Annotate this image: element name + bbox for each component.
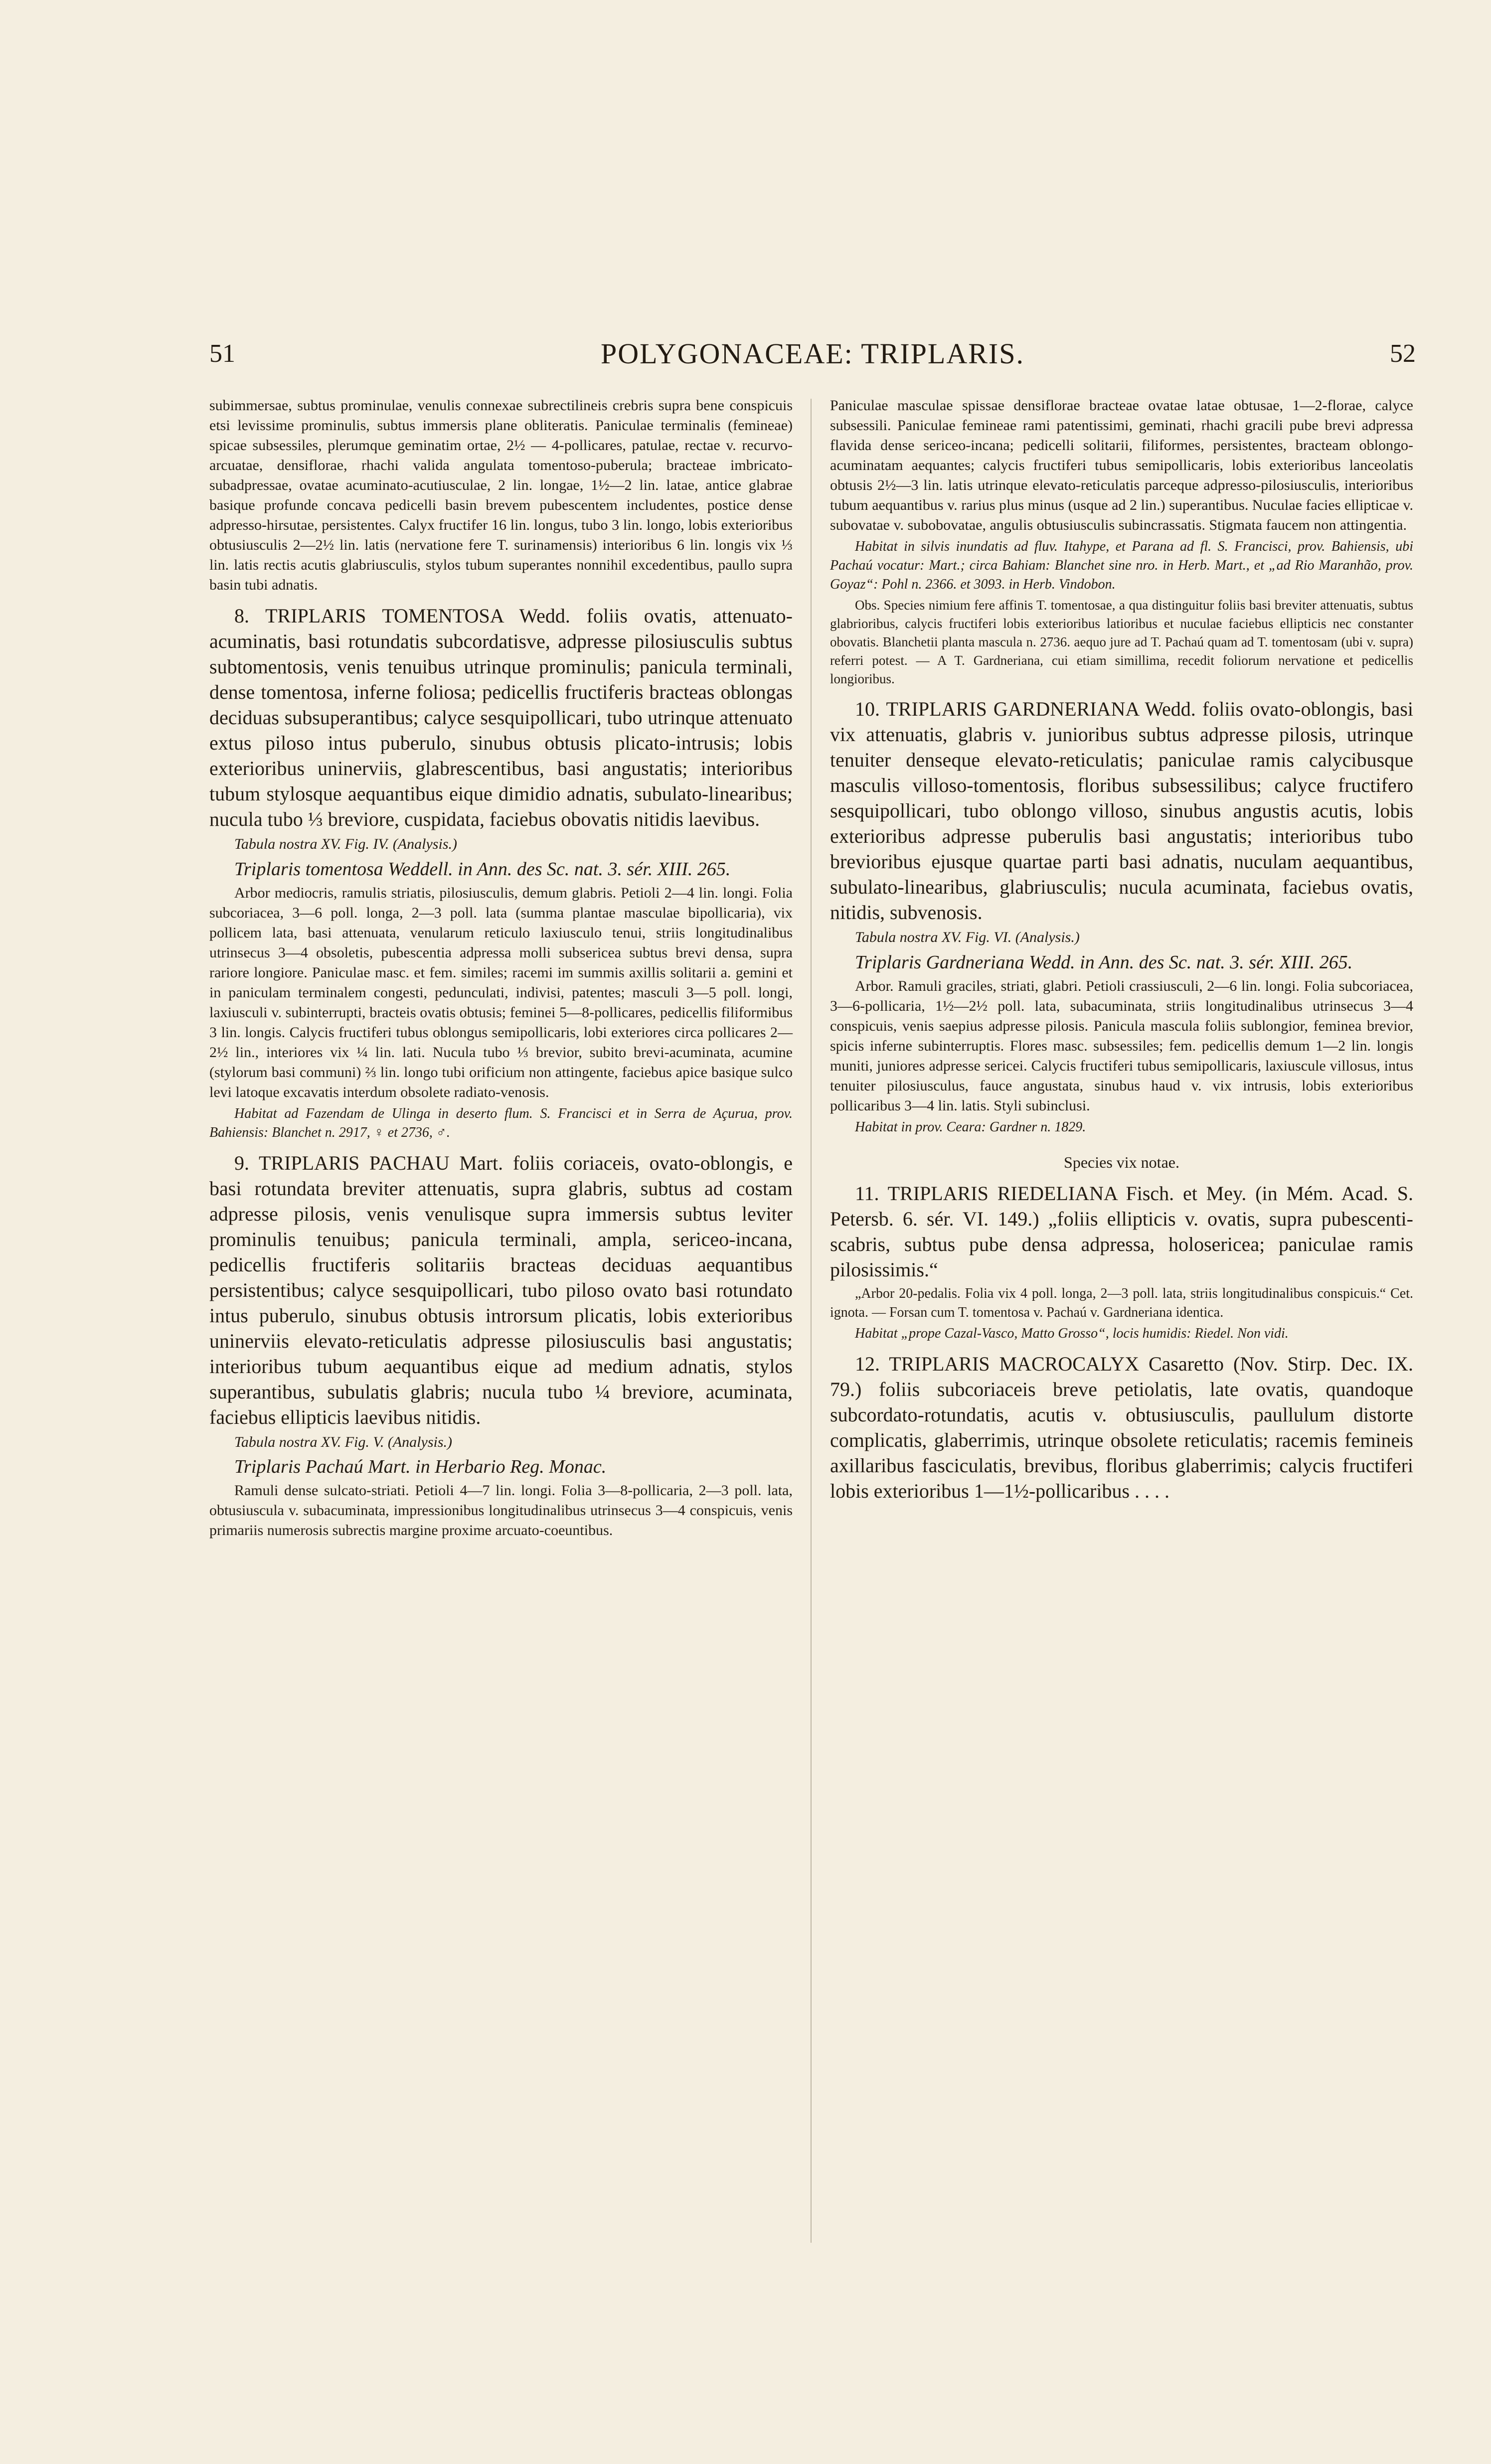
right-hab-paragraph: Habitat in silvis inundatis ad fluv. Itahype, et Parana ad fl. S. Francisci, prov. Bahiensis, ubi Pachaú vocatur: Mart.; circa Bahiam: Blanchet sine nro. in Herb. Mart., et „ad Rio Maranhão, prov. Goyaz“: Pohl n. 2366. et 3093. in Herb. Vindobon. (830, 539, 1413, 592)
right-desc-paragraph: Arbor. Ramuli graciles, striati, glabri. Petioli crassiusculi, 2—6 lin. longi. Folia subcoriacea, 3—6-pollicaria, 1½—2½ poll. lata, subacuminata, striis longitudinalibus utrinsecus 3—4 conspicuis, venis saepius adpresse pilosis. Panicula mascula foliis sublongior, feminea brevior, spicis inferne subinterruptis. Flores masc. subsessiles; fem. pedicellis demum 1—2 lin. longis muniti, juniores adpresse sericei. Calycis fructiferi tubus semipollicaris, laxiuscule villosus, intus tenuiter pilosiusculus, fauce angustata, sinubus haud v. vix intrusis, lobis exterioribus pollicaribus 3—4 lin. latis. Styli subinclusi. (830, 977, 1413, 1114)
right-obs-paragraph: Obs. Species nimium fere affinis T. tomentosae, a qua distinguitur foliis basi breviter attenuatis, subtus glabrioribus, calycis fructiferi lobis exterioribus latioribus et nuculae faciebus ellipticis nec constanter obovatis. Blanchetii planta mascula n. 2736. aequo jure ad T. Pachaú quam ad T. tomentosam (ubi v. supra) referri potest. — A T. Gardneriana, cui etiam simillima, recedit foliorum nervatione et pedicellis longioribus. (830, 598, 1413, 686)
left-head-paragraph: 8. TRIPLARIS TOMENTOSA Wedd. foliis ovatis, attenuato-acuminatis, basi rotundatis subcordatisve, adpresse pilosiusculis subtus subtomentosis, venis tenuibus utrinque prominulis; panicula terminali, dense tomentosa, inferne foliosa; pedicellis fructiferis bracteas oblongas deciduas subsuperantibus; calyce sesquipollicari, tubo utrinque attenuato extus piloso intus puberulo, sinubus obtusis plicato-intrusis; lobis exterioribus uninerviis, glabrescentibus, basi angustatis; interioribus tubum stylosque aequantibus eique dimidio adnatis, subulato-linearibus; nucula tubo ⅓ breviore, cuspidata, faciebus obovatis nitidis laevibus. (209, 605, 793, 830)
right-note-paragraph: „Arbor 20-pedalis. Folia vix 4 poll. longa, 2—3 poll. lata, striis longitudinalibus conspicuis.“ Cet. ignota. — Forsan cum T. tomentosa v. Pachaú v. Gardneriana identica. (830, 1286, 1413, 1320)
page-number-left: 51 (209, 339, 235, 368)
left-ref-paragraph: Tabula nostra XV. Fig. V. (Analysis.) (234, 1433, 452, 1450)
page-number-right: 52 (1390, 339, 1416, 368)
right-hab-paragraph: Habitat „prope Cazal-Vasco, Matto Grosso“, locis humidis: Riedel. Non vidi. (855, 1326, 1289, 1341)
left-head-paragraph: 9. TRIPLARIS PACHAU Mart. foliis coriaceis, ovato-oblongis, e basi rotundata breviter attenuatis, supra glabris, subtus ad costam adpresse pilosis, venis venulisque supra immersis subtus leviter prominulis tenuibus; panicula terminali, ampla, sericeo-incana, pedicellis fructiferis solitariis bracteas deciduas aequantibus persistentibus; calyce sesquipollicari, tubo piloso ovato basi rotundato intus puberulo, sinubus obtusis introrsum plicatis, lobis exterioribus uninerviis elevato-reticulatis adpresse pilosiusculis basi angustatis; interioribus tubum aequantibus eique ad medium adnatis, stylos superantibus, subulatis glabris; nucula tubo ¼ breviore, acuminata, faciebus ellipticis laevibus nitidis. (209, 1151, 793, 1428)
right-ref-big-paragraph: Triplaris Gardneriana Wedd. in Ann. des Sc. nat. 3. sér. XIII. 265. (855, 951, 1353, 973)
left-hab-paragraph: Habitat ad Fazendam de Ulinga in deserto flum. S. Francisci et in Serra de Açurua, prov. Bahiensis: Blanchet n. 2917, ♀ et 2736, ♂. (209, 1105, 793, 1140)
right-column (830, 394, 1413, 1506)
left-desc-paragraph: subimmersae, subtus prominulae, venulis connexae subrectilineis crebris supra bene conspicuis etsi levissime prominulis, subtus immersis plane obliteratis. Paniculae terminalis (femineae) spicae subsessiles, plerumque geminatim ortae, 2½ — 4-pollicares, patulae, rectae v. recurvo-arcuatae, densiflorae, rhachi valida angulata tomentoso-puberula; bracteae imbricato-subadpressae, ovatae acuminato-acutiusculae, 2 lin. longae, 1½—2 lin. latae, antice glabrae basique profunde concava pedicelli basin brevem pubescentem includentes, postice dense adpresso-hirsutae, persistentes. Calyx fructifer 16 lin. longus, tubo 3 lin. longo, lobis exterioribus obtusiusculis 2—2½ lin. latis (nervatione fere T. surinamensis) interioribus 6 lin. longis vix ⅓ lin. latis rectis acutis glabriusculis, stylos tubum superantes nonnihil excedentibus, paullo supra basin tubi adnatis. (209, 397, 793, 593)
left-desc-paragraph: Ramuli dense sulcato-striati. Petioli 4—7 lin. longi. Folia 3—8-pollicaria, 2—3 poll. lata, obtusiuscula v. subacuminata, impressionibus longitudinalibus utrinsecus 3—4 conspicuis, venis primariis numerosis subrectis margine proxime arcuato-coeuntibus. (209, 1482, 793, 1539)
right-species-note-paragraph: Species vix notae. (1064, 1153, 1179, 1171)
running-title: POLYGONACEAE: TRIPLARIS. (601, 337, 1024, 370)
left-column (209, 394, 793, 1542)
left-ref-paragraph: Tabula nostra XV. Fig. IV. (Analysis.) (234, 836, 457, 852)
left-ref-big-paragraph: Triplaris tomentosa Weddell. in Ann. des Sc. nat. 3. sér. XIII. 265. (234, 858, 731, 880)
right-head-paragraph: 11. TRIPLARIS RIEDELIANA Fisch. et Mey. (in Mém. Acad. S. Petersb. 6. sér. VI. 149.) „foliis ellipticis v. ovatis, supra pubescenti-scabris, subtus pube densa adpressa, holosericea; paniculae ramis pilosissimis.“ (830, 1182, 1413, 1281)
right-desc-paragraph: Paniculae masculae spissae densiflorae bracteae ovatae latae obtusae, 1—2-florae, calyce subsessili. Paniculae femineae rami patentissimi, geminati, rhachi gracili pube brevi adpressa flavida dense sericeo-incana; pedicelli solitarii, filiformes, persistentes, bracteam oblongo-acuminatam aequantes; calycis fructiferi tubus semipollicaris, lobis exterioribus lanceolatis obtusis 2½—3 lin. latis utrinque elevato-reticulatis parceque adpresso-pilosiusculis, interioribus tubum aequantibus v. rarius plus minus (usque ad 2 lin.) superantibus. Nuculae facies ellipticae v. subovatae v. subobovatae, angulis obtusiusculis subincrassatis. Stigmata faucem non attingentia. (830, 397, 1413, 533)
right-head-paragraph: 12. TRIPLARIS MACROCALYX Casaretto (Nov. Stirp. Dec. IX. 79.) foliis subcoriaceis breve petiolatis, late ovatis, quandoque subcordato-rotundatis, acutis v. obtusiusculis, paullulum distorte complicatis, glaberrimis, utrinque obsolete reticulatis; racemis femineis axillaribus fasciculatis, brevibus, floribus glaberrimis; calycis fructiferi lobis exterioribus 1—1½-pollicaribus . . . . (830, 1353, 1413, 1502)
column-divider (811, 399, 812, 2243)
right-hab-paragraph: Habitat in prov. Ceara: Gardner n. 1829. (855, 1119, 1086, 1135)
right-ref-paragraph: Tabula nostra XV. Fig. VI. (Analysis.) (855, 929, 1080, 945)
right-head-paragraph: 10. TRIPLARIS GARDNERIANA Wedd. foliis ovato-oblongis, basi vix attenuatis, glabris v. junioribus subtus adpresse pilosis, utrinque tenuiter denseque elevato-reticulatis; paniculae ramis calycibusque masculis villoso-tomentosis, floribus subsessilibus; calyce fructifero sesquipollicari, tubo oblongo villoso, sinubus angustis acutis, lobis exterioribus adpresse puberulis basi angustatis; interioribus tubo brevioribus ejusque quartae parti basi adnatis, nuculam aequantibus, subulato-linearibus, glabriusculis; nucula acuminata, faciebus ovatis, nitidis, subvenosis. (830, 698, 1413, 924)
page-header (209, 334, 1416, 379)
left-ref-big-paragraph: Triplaris Pachaú Mart. in Herbario Reg. Monac. (234, 1456, 607, 1477)
left-desc-paragraph: Arbor mediocris, ramulis striatis, pilosiusculis, demum glabris. Petioli 2—4 lin. longi. Folia subcoriacea, 3—6 poll. longa, 2—3 poll. lata (summa plantae masculae bipollicaria), vix pollicem lata, basi attenuata, venularum reticulo laxiusculo tenui, striis longitudinalibus utrinsecus 3—4 obsoletis, pubescentia adpressa molli subsericea subtus brevi densa, supra rariore longiore. Paniculae masc. et fem. similes; racemi im summis axillis solitarii a. gemini et in paniculam terminalem congesti, pedunculati, indivisi, patentes; masculi 3—5 poll. longi, laxiusculi v. subinterrupti, bracteis ovatis obtusis; feminei 5—8-pollicares, pedicellis filiformibus 3 lin. longis. Calycis fructiferi tubus oblongus semipollicaris, lobi exteriores circa pollicares 2—2½ lin., interiores vix ¼ lin. lati. Nucula tubo ⅓ brevior, subito brevi-acuminata, acumine (stylorum basi communi) ⅔ lin. longo tubi orificium non attingente, faciebus apice basique sulco levi latoque excavatis interdum obsolete radiato-venosis. (209, 884, 793, 1100)
